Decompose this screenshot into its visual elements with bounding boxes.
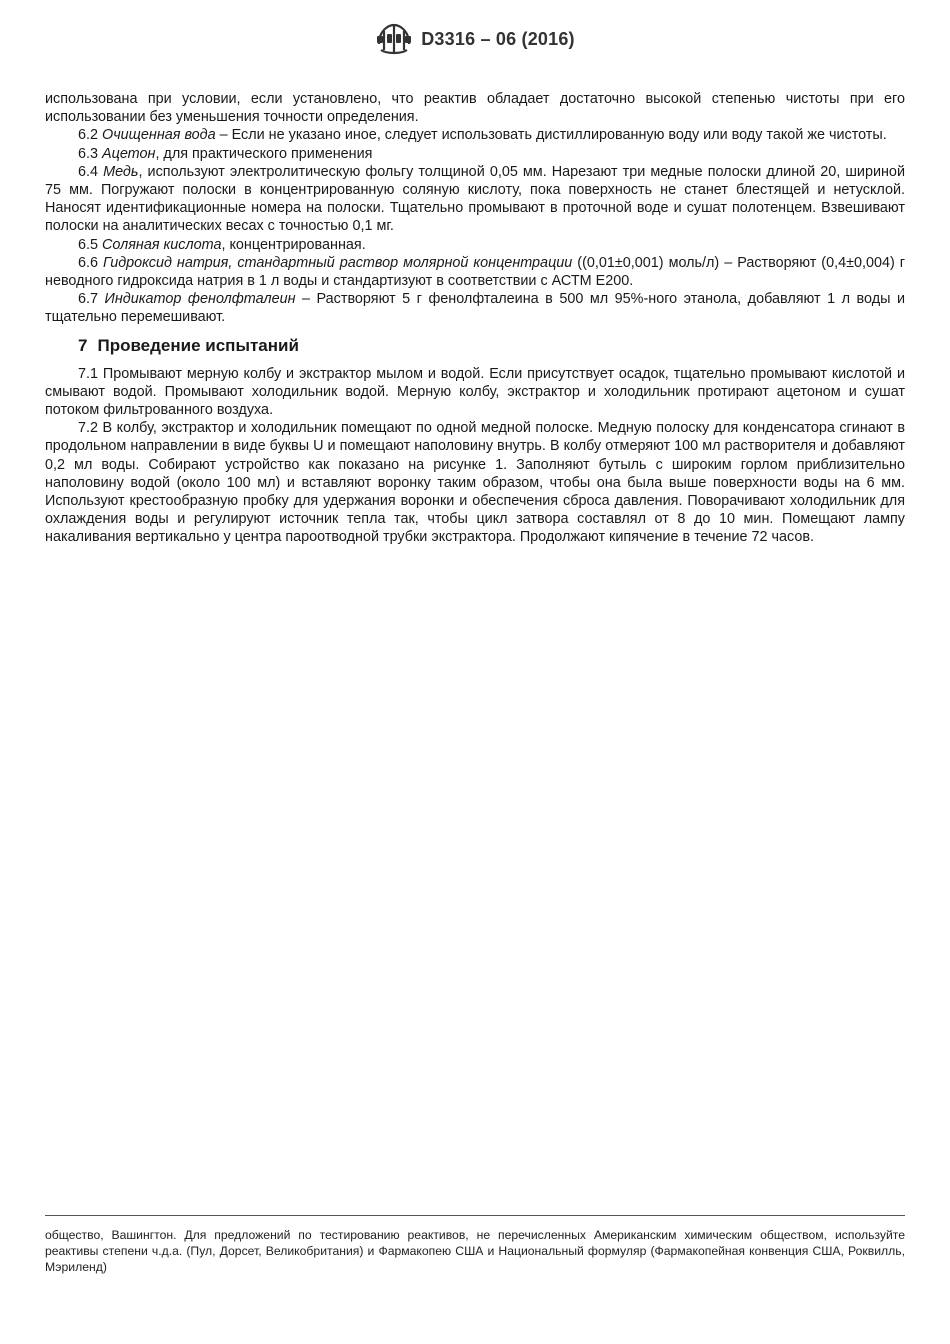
paragraph-6-5 (45, 236, 905, 254)
clause-term: Гидроксид натрия, стандартный раствор молярной концентрации (103, 254, 573, 271)
clause-term: Индикатор фенолфталеин (104, 291, 296, 308)
clause-term: Медь (103, 163, 139, 180)
clause-text: – Растворяют 5 г фенолфталеина в 500 мл 95%-ного этанола, добавляют 1 л воды и тщательно перемешивают. (45, 291, 905, 326)
paragraph-6-4 (45, 163, 905, 236)
paragraph-6-7 (45, 290, 905, 326)
document-body (45, 90, 905, 547)
clause-number: 6.3 (78, 145, 103, 162)
clause-number: 6.6 (78, 254, 103, 271)
footnote-divider (45, 1215, 905, 1216)
clause-number: 6.4 (78, 163, 104, 180)
clause-text: , концентрированная. (221, 236, 366, 253)
clause-text: – Если не указано иное, следует использовать дистиллированную воду или воду такой же чистоты. (215, 127, 887, 144)
paragraph-7-1: 7.1 Промывают мерную колбу и экстрактор мылом и водой. Если присутствует осадок, тщательно промывают кислотой и смывают водой. Промывают холодильник водой. Мерную колбу, экстрактор и холодильник протирают ацетоном и сушат потоком фильтрованного воздуха. (45, 365, 905, 419)
clause-number: 6.5 (78, 236, 103, 253)
paragraph-6-3 (45, 145, 905, 163)
clause-number: 6.7 (78, 291, 105, 308)
section-heading-7 (78, 336, 905, 356)
paragraph-6-2 (45, 126, 905, 144)
paragraph-7-2: 7.2 В колбу, экстрактор и холодильник помещают по одной медной полоске. Медную полоску для конденсатора сгинают в продольном направлении в виде буквы U и помещают наполовину внутрь. В колбу отмеряют 100 мл растворителя и добавляют 0,2 мл воды. Собирают устройство как показано на рисунке 1. Заполняют бутыль с широким горлом приблизительно наполовину водой (около 100 мл) и вставляют воронку таким образом, чтобы она была выше поверхности воды на 6 мм. Используют крестообразную пробку для удержания воронки и обеспечения сброса давления. Поворачивают холодильник для охлаждения воды и регулируют источник тепла так, чтобы цикл затвора составлял от 8 до 10 мин. Помещают лампу накаливания вертикально у центра пароотводной трубки экстрактора. Продолжают кипячение в течение 72 часов. (45, 420, 905, 546)
clause-term: Очищенная вода (102, 127, 216, 144)
clause-text: , для практического применения (155, 145, 373, 162)
clause-text: , используют электролитическую фольгу толщиной 0,05 мм. Нарезают три медные полоски длиной 20, шириной 75 мм. Погружают полоски в концентрированную соляную кислоту, пока поверхность не станет блестящей и нетусклой. Наносят идентификационные номера на полоски. Тщательно промывают в проточной воде и сушат полотенцем. Взвешивают полоски на аналитических весах с точностью 0,1 мг. (45, 163, 905, 235)
clause-term: Соляная кислота (102, 236, 222, 253)
clause-term: Ацетон (102, 145, 156, 162)
page-header (0, 22, 950, 56)
section-title: Проведение испытаний (97, 335, 299, 355)
paragraph-6-6 (45, 254, 905, 290)
clause-text: ((0,01±0,001) моль/л) – Растворяют (0,4±0,004) г неводного гидроксида натрия в 1 л воды и стандартизуют в соответствии с АСТМ E200. (45, 254, 905, 290)
astm-logo-icon (375, 22, 413, 56)
section-number: 7 (78, 335, 88, 355)
clause-number: 6.2 (78, 127, 103, 144)
document-id: D3316 – 06 (2016) (421, 28, 575, 49)
footnote-text: общество, Вашингтон. Для предложений по тестированию реактивов, не перечисленных Американским химическим обществом, используйте реактивы степени ч.д.а. (Пул, Дорсет, Великобритания) и Фармакопею США и Национальный формуляр (Фармакопейная конвенция США, Роквилль, Мэриленд) (45, 1228, 905, 1274)
paragraph-continuation: использована при условии, если установлено, что реактив обладает достаточно высокой степенью чистоты при его использовании без уменьшения точности определения. (45, 91, 905, 126)
